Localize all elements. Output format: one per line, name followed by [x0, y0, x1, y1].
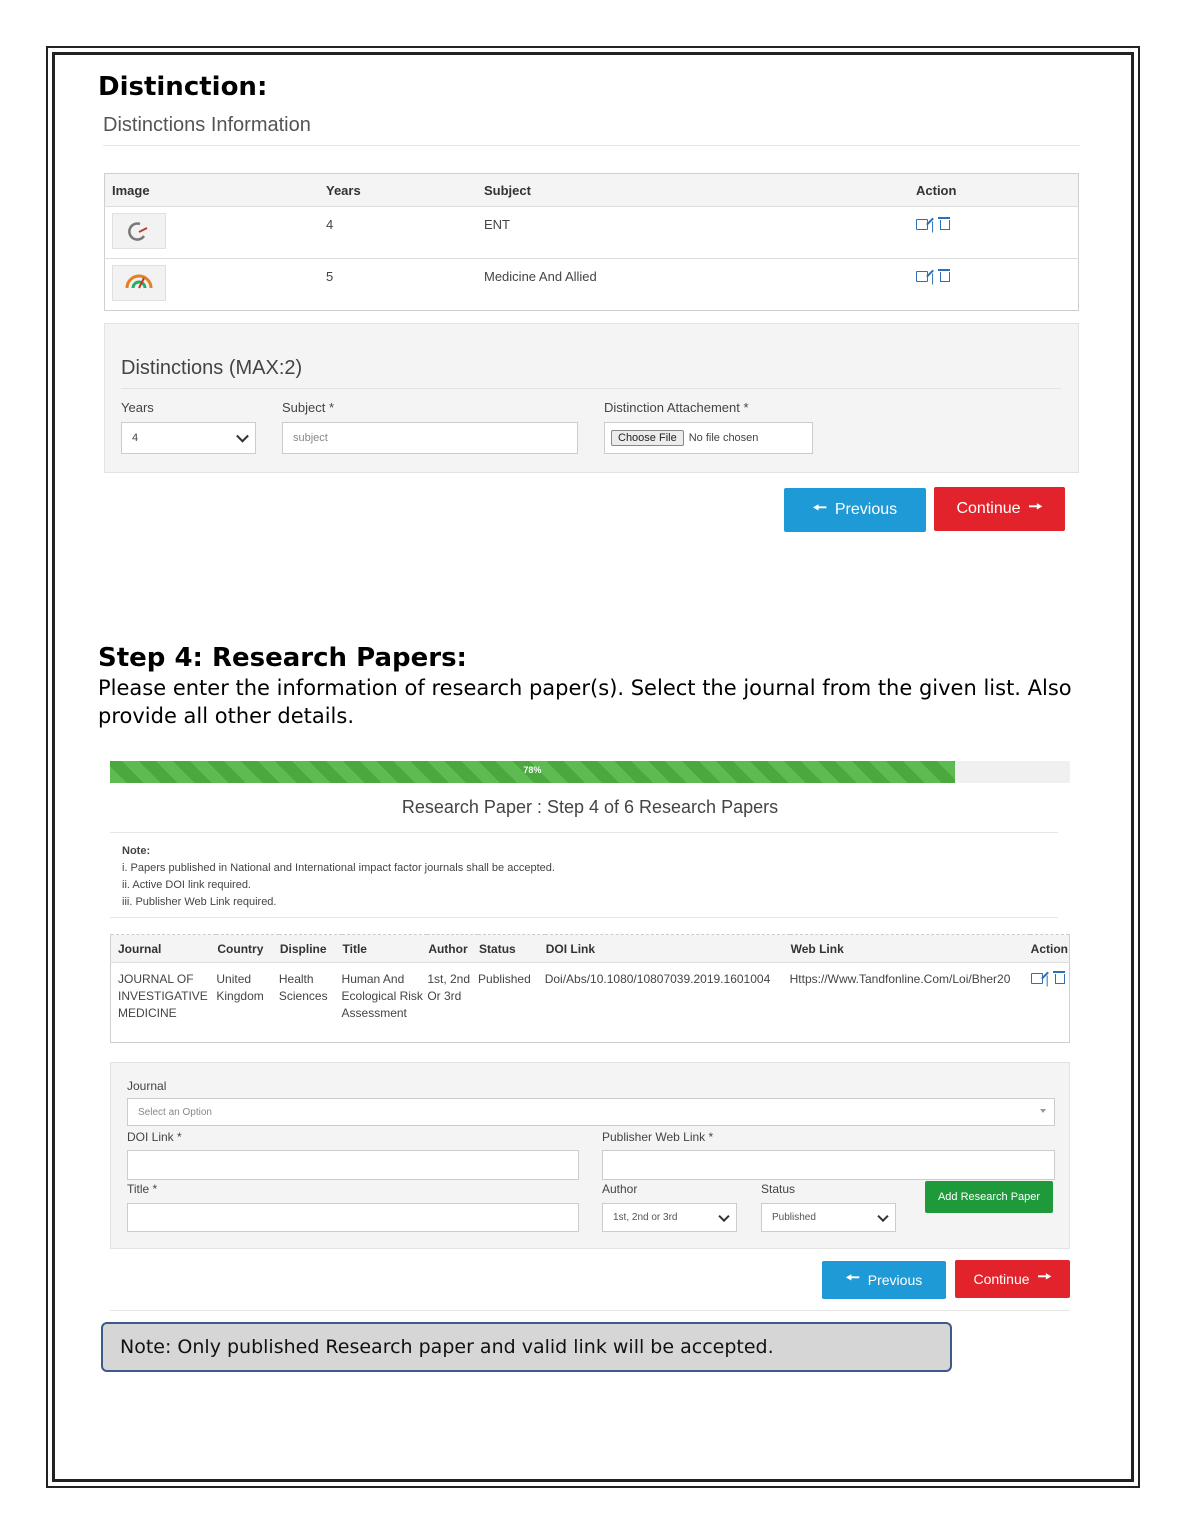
continue-button[interactable] — [955, 1260, 1070, 1298]
row-author: 1st, 2nd Or 3rd — [427, 972, 471, 1003]
no-file-text: No file chosen — [688, 432, 759, 444]
edit-icon[interactable] — [1031, 973, 1043, 984]
row-country: United Kingdom — [216, 972, 264, 1003]
col-subject: Subject — [483, 174, 915, 207]
table-row — [111, 963, 1070, 1043]
caret-down-icon — [1040, 1109, 1046, 1113]
col-web: Web Link — [790, 935, 1030, 963]
status-select[interactable] — [761, 1203, 896, 1232]
doi-label: DOI Link * — [127, 1130, 182, 1144]
previous-button[interactable] — [822, 1261, 946, 1299]
research-heading: Step 4: Research Papers: — [98, 643, 467, 673]
distinction-thumbnail[interactable] — [105, 259, 326, 311]
row-journal: JOURNAL OF INVESTIGATIVE MEDICINE — [118, 972, 208, 1020]
arrow-right-icon: 🠖 — [1037, 1268, 1052, 1286]
previous-label: Previous — [867, 1272, 923, 1288]
table-row — [105, 259, 1079, 311]
divider — [110, 832, 1058, 833]
distinctions-table — [104, 173, 1079, 311]
col-author: Author — [427, 935, 478, 963]
research-table — [110, 934, 1070, 1043]
row-doi-link[interactable]: Doi/Abs/10.1080/10807039.2019.1601004 — [544, 972, 771, 986]
col-title: Title — [342, 935, 428, 963]
image-thumbnail-icon — [112, 265, 166, 301]
row-subject: ENT — [484, 217, 510, 232]
status-select-value: Published — [772, 1212, 816, 1223]
arrow-right-icon: 🠖 — [1028, 498, 1043, 516]
years-select-value: 4 — [132, 432, 139, 444]
note-title: Note: — [122, 845, 151, 857]
chevron-down-icon — [718, 1210, 729, 1221]
row-actions: | — [915, 207, 1079, 259]
title-label: Title * — [127, 1182, 158, 1196]
progress-track — [110, 761, 1070, 783]
previous-label: Previous — [834, 501, 898, 518]
progress-label: 78% — [523, 765, 542, 775]
subject-input[interactable] — [282, 422, 578, 454]
previous-button[interactable] — [784, 488, 926, 532]
journal-select[interactable] — [127, 1098, 1055, 1126]
note-line: ii. Active DOI link required. — [122, 879, 251, 891]
publisher-input[interactable] — [602, 1150, 1055, 1180]
title-input[interactable] — [127, 1203, 579, 1232]
add-research-paper-button[interactable]: Add Research Paper — [925, 1181, 1053, 1213]
publisher-label: Publisher Web Link * — [602, 1130, 714, 1144]
journal-placeholder: Select an Option — [138, 1106, 212, 1118]
row-displine: Health Sciences — [278, 972, 328, 1003]
subject-placeholder: subject — [293, 432, 328, 444]
row-years: 5 — [326, 269, 334, 284]
col-image: Image — [105, 174, 326, 207]
continue-label: Continue — [956, 500, 1021, 517]
divider — [103, 145, 1080, 146]
row-actions: | — [915, 259, 1079, 311]
divider — [121, 388, 1061, 389]
col-displine: Displine — [279, 935, 342, 963]
note-line: iii. Publisher Web Link required. — [122, 896, 277, 908]
journal-label: Journal — [127, 1079, 167, 1093]
edit-icon[interactable] — [916, 271, 928, 282]
doi-input[interactable] — [127, 1150, 579, 1180]
row-actions: | — [1030, 963, 1070, 1043]
bottom-note-callout: Note: Only published Research paper and valid link will be accepted. — [101, 1322, 952, 1372]
col-action: Action — [915, 174, 1079, 207]
years-label: Years — [121, 400, 154, 415]
step-title: Research Paper : Step 4 of 6 Research Papers — [401, 797, 779, 817]
status-label: Status — [761, 1182, 796, 1196]
edit-icon[interactable] — [916, 219, 928, 230]
distinctions-info-title: Distinctions Information — [103, 114, 311, 136]
arrow-left-icon: 🠔 — [845, 1269, 860, 1287]
col-country: Country — [216, 935, 279, 963]
subject-label: Subject * — [282, 400, 335, 415]
distinction-heading: Distinction: — [98, 72, 268, 102]
continue-button[interactable] — [934, 487, 1065, 531]
note-block — [122, 843, 555, 911]
arrow-left-icon: 🠔 — [812, 499, 827, 517]
row-years: 4 — [326, 217, 334, 232]
image-thumbnail-icon — [112, 213, 166, 249]
distinction-thumbnail[interactable] — [105, 207, 326, 259]
row-subject: Medicine And Allied — [484, 269, 597, 284]
row-status: Published — [478, 972, 531, 986]
col-journal: Journal — [111, 935, 217, 963]
research-description: Please enter the information of research paper(s). Select the journal from the given list. Also provide all other details. — [98, 676, 1072, 728]
col-years: Years — [325, 174, 483, 207]
years-select[interactable] — [121, 422, 256, 454]
author-select[interactable] — [602, 1203, 737, 1232]
research-form-panel — [110, 1062, 1070, 1249]
trash-icon[interactable] — [940, 272, 950, 282]
attachment-label: Distinction Attachement * — [604, 400, 749, 415]
choose-file-button[interactable]: Choose File — [611, 430, 684, 446]
col-status: Status — [478, 935, 545, 963]
divider — [110, 917, 1058, 918]
divider — [110, 1310, 1070, 1311]
progress-fill — [110, 761, 955, 783]
author-label: Author — [602, 1182, 638, 1196]
author-select-value: 1st, 2nd or 3rd — [613, 1212, 678, 1223]
chevron-down-icon — [877, 1210, 888, 1221]
table-row — [105, 207, 1079, 259]
row-title: Human And Ecological Risk Assessment — [341, 972, 423, 1020]
row-web-link[interactable]: Https://Www.Tandfonline.Com/Loi/Bher20 — [789, 972, 1011, 986]
chevron-down-icon — [236, 430, 249, 443]
trash-icon[interactable] — [940, 220, 950, 230]
continue-label: Continue — [973, 1271, 1030, 1287]
distinctions-form-panel — [104, 323, 1079, 473]
note-line: i. Papers published in National and International impact factor journals shall be accepted. — [122, 862, 555, 874]
col-doi: DOI Link — [545, 935, 790, 963]
trash-icon[interactable] — [1055, 974, 1065, 984]
col-action: Action — [1030, 935, 1070, 963]
attachment-file-input[interactable] — [604, 422, 813, 454]
distinctions-form-title: Distinctions (MAX:2) — [121, 357, 303, 379]
